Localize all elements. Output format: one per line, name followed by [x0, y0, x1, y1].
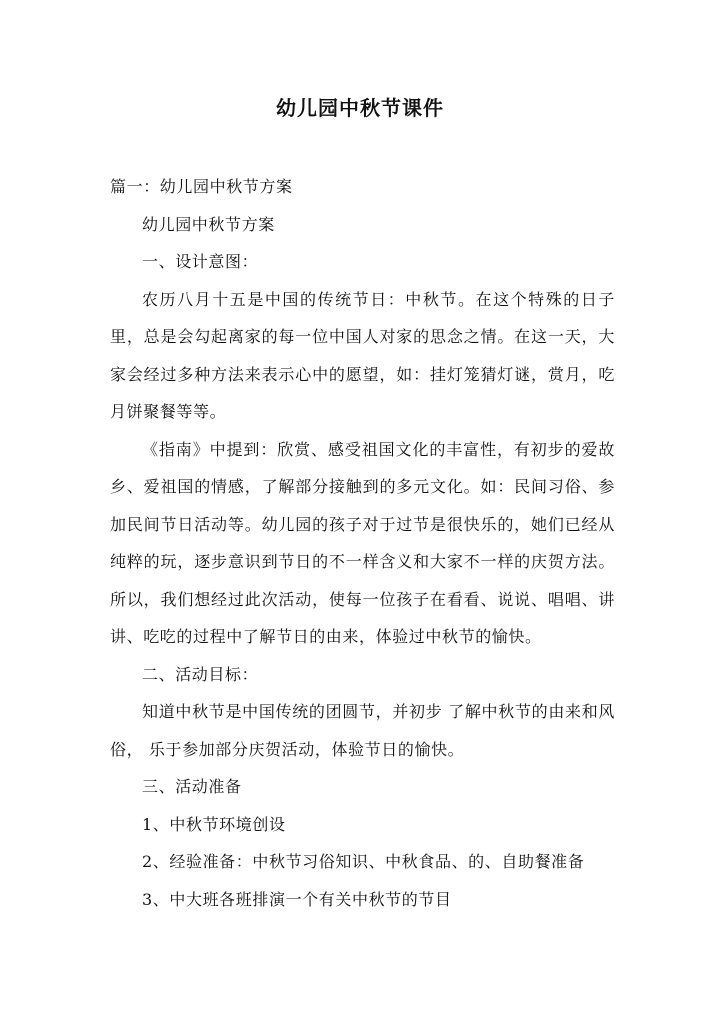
section-heading: 篇一：幼儿园中秋节方案	[110, 177, 293, 196]
list-item-prep-2: 2、经验准备：中秋节习俗知识、中秋食品、的、自助餐准备	[142, 852, 585, 871]
heading-activity-prep: 三、活动准备	[142, 777, 242, 796]
document-title: 幼儿园中秋节课件	[276, 96, 444, 120]
paragraph-design-intent: 农历八月十五是中国的传统节日：中秋节。在这个特殊的日子里，总是会勾起离家的每一位中国人对家的思念之情。在这一天，大家会经过多种方法来表示心中的愿望，如：挂灯笼猜灯谜，赏月，吃月饼聚餐等等。	[110, 289, 615, 421]
paragraph-guide: 《指南》中提到：欣赏、感受祖国文化的丰富性，有初步的爱故乡、爱祖国的情感，了解部分接触到的多元文化。如：民间习俗、参加民间节日活动等。幼儿园的孩子对于过节是很快乐的，她们已经从纯粹的玩，逐步意识到节日的不一样含义和大家不一样的庆贺方法。所以，我们想经过此次活动，使每一位孩子在看看、说说、唱唱、讲讲、吃吃的过程中了解节日的由来，体验过中秋节的愉快。	[110, 439, 615, 646]
heading-activity-goals: 二、活动目标：	[142, 664, 259, 684]
list-item-prep-1: 1、中秋节环境创设	[142, 814, 286, 834]
paragraph-activity-goals: 知道中秋节是中国传统的团圆节，并初步 了解中秋节的由来和风俗， 乐于参加部分庆贺活动，体验节日的愉快。	[110, 702, 615, 759]
heading-design-intent: 一、设计意图：	[142, 252, 259, 271]
subheading: 幼儿园中秋节方案	[142, 214, 275, 234]
list-item-prep-3: 3、中大班各班排演一个有关中秋节的节目	[142, 889, 452, 909]
document-body	[110, 168, 615, 918]
